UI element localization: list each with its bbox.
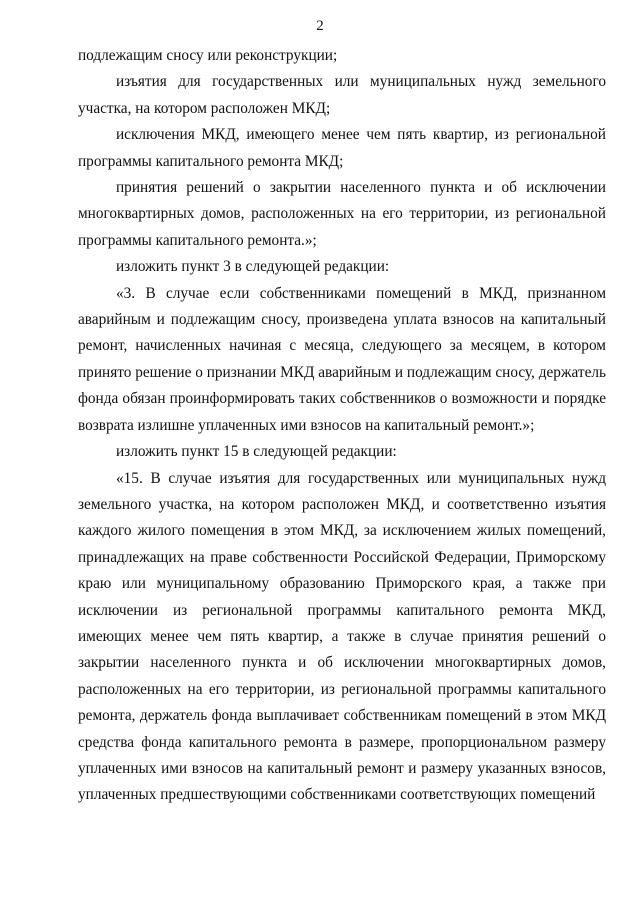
paragraph: изъятия для государственных или муниципальных нужд земельного участка, на котором расположен МКД; xyxy=(78,73,606,117)
page-number: 2 xyxy=(316,18,324,34)
paragraph: изложить пункт 3 в следующей редакции: xyxy=(116,258,390,276)
paragraph: «3. В случае если собственниками помещений в МКД, признанном аварийным и подлежащим сносу, произведена уплата взносов на капитальный ремонт, начисленных начиная с месяца, следующего за месяцем, в котором принято решение о признании МКД аварийным и подлежащим сносу, держатель фонда обязан проинформировать таких собственников о возможности и порядке возврата излишне уплаченных ими взносов на капитальный ремонт.»; xyxy=(78,284,606,434)
paragraph: подлежащим сносу или реконструкции; xyxy=(78,47,338,64)
document-body xyxy=(78,43,606,809)
paragraph: исключения МКД, имеющего менее чем пять квартир, из региональной программы капитального ремонта МКД; xyxy=(78,126,606,170)
paragraph: изложить пункт 15 в следующей редакции: xyxy=(116,443,397,461)
paragraph: принятия решений о закрытии населенного пункта и об исключении многоквартирных домов, расположенных на его территории, из региональной программы капитального ремонта.»; xyxy=(78,179,606,249)
paragraph: «15. В случае изъятия для государственных или муниципальных нужд земельного участка, на котором расположен МКД, и соответственно изъятия каждого жилого помещения в этом МКД, за исключением жилых помещений, принадлежащих на праве собственности Российской Федерации, Приморскому краю или муниципальному образованию Приморского края, а также при исключении из региональной программы капитального ремонта МКД, имеющих менее чем пять квартир, а также в случае принятия решений о закрытии населенного пункта и об исключении многоквартирных домов, расположенных на его территории, из региональной программы капитального ремонта, держатель фонда выплачивает собственникам помещений в этом МКД средства фонда капитального ремонта в размере, пропорциональном размеру уплаченных ими взносов на капитальный ремонт и размеру указанных взносов, уплаченных предшествующими собственниками соответствующих помещений xyxy=(78,469,606,804)
